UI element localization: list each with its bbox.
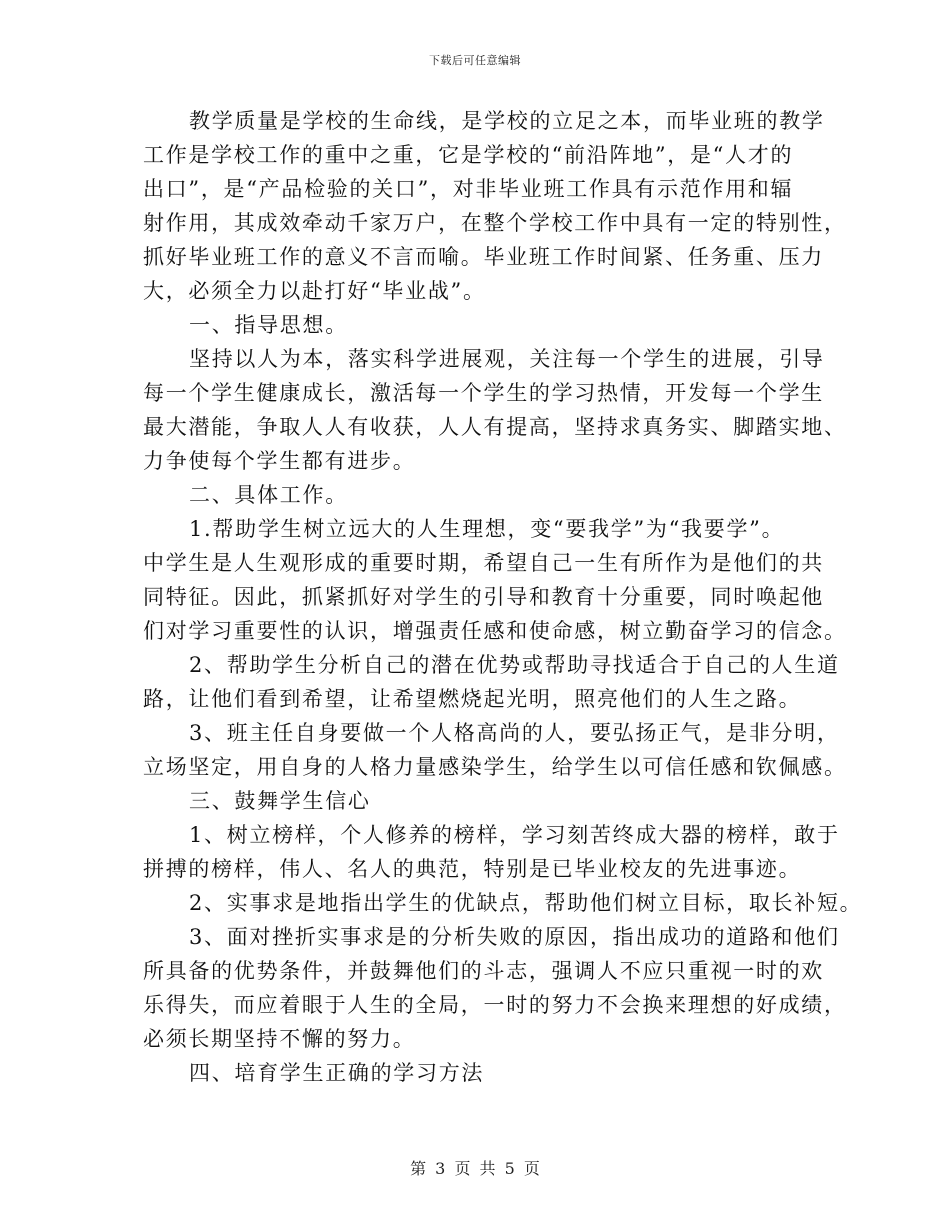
text-line: 工作是学校工作的重中之重，它是学校的“前沿阵地”，是“人才的 [143,143,794,167]
text-line: 四、培育学生正确的学习方法 [189,1061,485,1085]
text-line: 教学质量是学校的生命线，是学校的立足之本，而毕业班的教学 [189,109,825,133]
text-line: 3、班主任自身要做一个人格高尚的人，要弘扬正气，是非分明， [189,721,840,745]
text-line: 二、具体工作。 [189,483,348,507]
text-line: 所具备的优势条件，并鼓舞他们的斗志，强调人不应只重视一时的欢 [143,959,824,983]
text-line: 中学生是人生观形成的重要时期，希望自己一生有所作为是他们的共 [143,551,824,575]
text-line: 2、帮助学生分析自己的潜在优势或帮助寻找适合于自己的人生道 [189,653,840,677]
text-line: 射作用，其成效牵动千家万户，在整个学校工作中具有一定的特别性， [143,211,847,235]
text-line: 1.帮助学生树立远大的人生理想，变“要我学”为“我要学”。 [189,517,785,541]
text-line: 拼搏的榜样，伟人、名人的典范，特别是已毕业校友的先进事迹。 [143,857,802,881]
text-line: 力争使每个学生都有进步。 [143,449,416,473]
page-header: 下载后可任意编辑 [429,54,521,67]
text-line: 三、鼓舞学生信心 [189,789,371,813]
text-line: 2、实事求是地指出学生的优缺点，帮助他们树立目标，取长补短。 [189,891,863,915]
text-line: 们对学习重要性的认识，增强责任感和使命感，树立勤奋学习的信念。 [143,619,847,643]
text-line: 路，让他们看到希望，让希望燃烧起光明，照亮他们的人生之路。 [143,687,802,711]
text-line: 最大潜能，争取人人有收获，人人有提高，坚持求真务实、脚踏实地、 [143,415,847,439]
text-line: 出口”，是“产品检验的关口”，对非毕业班工作具有示范作用和辐 [143,177,794,201]
text-line: 必须长期坚持不懈的努力。 [143,1027,416,1051]
text-line: 同特征。因此，抓紧抓好对学生的引导和教育十分重要，同时唤起他 [143,585,824,609]
text-line: 3、面对挫折实事求是的分析失败的原因，指出成功的道路和他们 [189,925,840,949]
document-body [143,104,863,1090]
text-line: 乐得失，而应着眼于人生的全局，一时的努力不会换来理想的好成绩， [143,993,847,1017]
text-line: 抓好毕业班工作的意义不言而喻。毕业班工作时间紧、任务重、压力 [143,245,824,269]
text-line: 立场坚定，用自身的人格力量感染学生，给学生以可信任感和钦佩感。 [143,755,847,779]
text-line: 坚持以人为本，落实科学进展观，关注每一个学生的进展，引导 [189,347,825,371]
text-line: 每一个学生健康成长，激活每一个学生的学习热情，开发每一个学生 [143,381,824,405]
text-line: 1、树立榜样，个人修养的榜样，学习刻苦终成大器的榜样，敢于 [189,823,840,847]
page-footer: 第 3 页 共 5 页 [410,1159,540,1178]
text-line: 大，必须全力以赴打好“毕业战”。 [143,279,486,303]
text-line: 一、指导思想。 [189,313,348,337]
